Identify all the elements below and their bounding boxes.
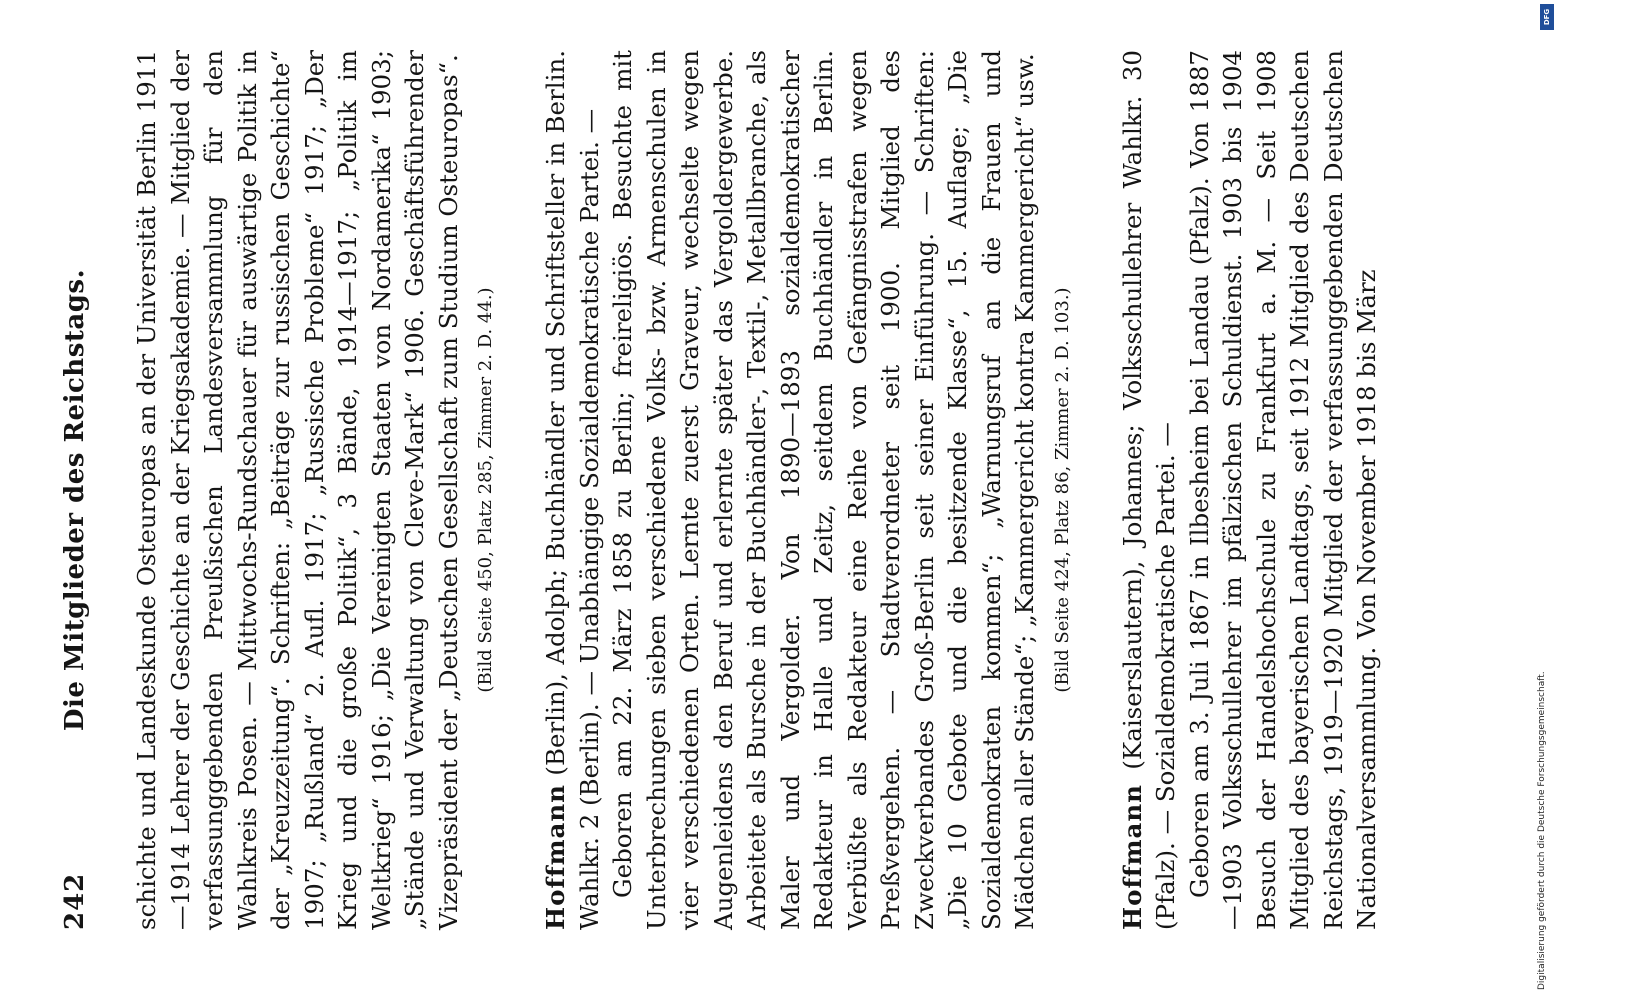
biography-entry-intro [1116,50,1183,930]
digitization-note-text: Digitalisierung gefördert durch die Deutsche Forschungsgemeinschaft. [1537,671,1547,990]
digitization-note [1537,10,1557,990]
image-reference-caption: (Bild Seite 450, Platz 285, Zimmer 2. D. 44.) [475,287,496,693]
paragraph-continuation: schichte und Landeskunde Osteuropas an der Universität Berlin 1911—1914 Lehrer der Geschichte an der Kriegsakademie. — Mitglied der verfassunggebenden Preußischen Landesversammlung für den Wahlkreis Posen. — Mittwochs-Rundschauer für auswärtige Politik in der „Kreuzzeitung“. Schriften: „Beiträge zur russischen Geschichte“ 1907; „Rußland“ 2. Aufl. 1917; „Russische Probleme“ 1917; „Der Krieg und die große Politik“, 3 Bände, 1914—1917; „Politik im Weltkrieg“ 1916; „Die Vereinigten Staaten von Nordamerika“ 1903; „Stände und Verwaltung von Cleve-Mark“ 1906. Geschäftsführender Vizepräsident der „Deutschen Gesellschaft zum Studium Osteuropas“. [132,50,463,930]
running-title: Die Mitglieder des Reichstags. [60,268,90,732]
image-reference-caption: (Bild Seite 424, Platz 86, Zimmer 2. D. 103.) [1051,287,1073,693]
entry-name: Hoffmann [1117,784,1147,930]
entry-name: Hoffmann [541,784,570,930]
dfg-logo-text: DFG [1543,8,1551,26]
page-header [60,70,100,930]
biography-entry-body: Geboren am 3. Juli 1867 in Ilbesheim bei Landau (Pfalz). Von 1887—1903 Volksschullehrer im pfälzischen Schuldienst. 1903 bis 1904 Besuch der Handelshochschule zu Frankfurt a. M. — Seit 1908 Mitglied des bayerischen Landtags, seit 1912 Mitglied des Deutschen Reichstags, 1919—1920 Mitglied der verfassunggebenden Deutschen Nationalversammlung. Von November 1918 bis März [1184,50,1381,930]
page-body [130,50,1384,930]
biography-entry-body: Geboren am 22. März 1858 zu Berlin; freireligiös. Besuchte mit Unterbrechungen sieben verschiedene Volks- bzw. Armenschulen in vier verschiedenen Orten. Lernte zuerst Graveur, wechselte wegen Augenleidens den Beruf und erlernte später das Vergoldergewerbe. Arbeitete als Bursche in der Buchhändler-, Textil-, Metallbranche, als Maler und Vergolder. Von 1890—1893 sozialdemokratischer Redakteur in Halle und Zeitz, seitdem Buchhändler in Berlin. Verbüßte als Redakteur eine Reihe von Gefängnisstrafen wegen Preßvergehen. — Stadtverordneter seit 1900. Mitglied des Zweckverbandes Groß-Berlin seit seiner Einführung. — Schriften: „Die 10 Gebote und die besitzende Klasse“, 15. Auflage; „Die Sozialdemokraten kommen“; „Warnungsruf an die Frauen und Mädchen aller Stände“; „Kammergericht kontra Kammergericht“ usw. [608,50,1039,930]
page-number: 242 [60,872,90,930]
biography-entry-intro [539,50,606,930]
entry-intro-text: (Berlin), Adolph; Buchhändler und Schriftsteller in Berlin. Wahlkr. 2 (Berlin). — Unabhängige Sozialdemokratische Partei. — [541,50,604,930]
entry-intro-text: (Kaiserslautern), Johannes; Volksschullehrer Wahlkr. 30 (Pfalz). — Sozialdemokratische Partei. — [1117,50,1180,930]
